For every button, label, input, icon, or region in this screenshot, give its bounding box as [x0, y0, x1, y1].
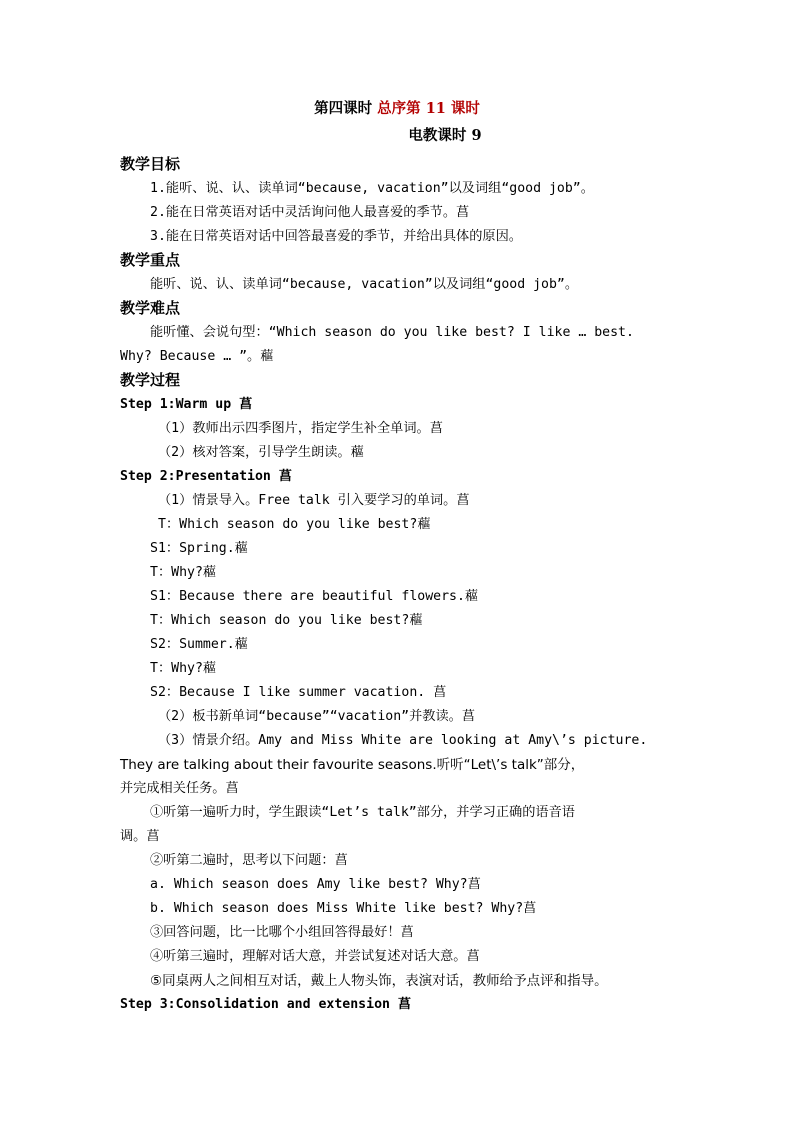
sub-task-1-line-2: 调。菖: [120, 829, 160, 844]
dialogue-line: T：Why?藲: [150, 661, 217, 676]
step3-title: Step 3:Consolidation and extension 菖: [120, 997, 412, 1012]
question-a: a. Which season does Amy like best? Why?菖: [150, 877, 481, 892]
key-points-text: 能听、说、认、读单词“because, vacation”以及词组“good job”。: [150, 277, 579, 292]
lesson-title-part1: 第四课时: [314, 100, 373, 117]
dialogue-line: S1：Because there are beautiful flowers.藲: [150, 589, 479, 604]
sub-task-1-line-1: ①听第一遍听力时，学生跟读“Let’s talk”部分，并学习正确的语音语: [150, 805, 575, 820]
step2-item-3-line-2: They are talking about their favourite seasons.听听“Let\’s talk”部分，: [120, 757, 585, 773]
question-b: b. Which season does Miss White like best? Why?菖: [150, 901, 537, 916]
sub-task-5: ⑤同桌两人之间相互对话，戴上人物头饰，表演对话，教师给予点评和指导。: [150, 973, 608, 989]
step2-intro: （1）情景导入。Free talk 引入要学习的单词。菖: [158, 493, 470, 508]
sub-task-3: ③回答问题，比一比哪个小组回答得最好！菖: [150, 925, 414, 940]
dialogue-line: S1：Spring.藲: [150, 541, 248, 556]
difficulties-heading: 教学难点: [120, 299, 181, 317]
difficulties-line-2: Why? Because … ”。藲: [120, 349, 274, 364]
lesson-subtitle: 电教课时 9: [408, 127, 482, 144]
dialogue-line: S2：Because I like summer vacation. 菖: [150, 685, 447, 700]
objective-item-2: 2.能在日常英语对话中灵活询问他人最喜爱的季节。菖: [150, 205, 470, 220]
step2-item-3-line-1: （3）情景介绍。Amy and Miss White are looking at Amy\’s picture.: [158, 733, 648, 748]
dialogue-line: T：Which season do you like best?藲: [150, 613, 423, 628]
sub-task-4: ④听第三遍时，理解对话大意，并尝试复述对话大意。菖: [150, 949, 480, 964]
objective-item-3: 3.能在日常英语对话中回答最喜爱的季节，并给出具体的原因。: [150, 229, 522, 244]
key-points-heading: 教学重点: [120, 251, 181, 269]
step1-title: Step 1:Warm up 菖: [120, 397, 253, 412]
dialogue-line: T：Which season do you like best?藲: [158, 517, 431, 532]
sub-task-2: ②听第二遍时，思考以下问题：菖: [150, 853, 348, 868]
step2-item-3-line-3: 并完成相关任务。菖: [120, 781, 239, 796]
objective-item-1: 1.能听、说、认、读单词“because, vacation”以及词组“good job”。: [150, 181, 594, 196]
process-heading: 教学过程: [120, 371, 181, 389]
step2-item-2: （2）板书新单词“because”“vacation”并教读。菖: [158, 709, 476, 724]
dialogue-line: T：Why?藲: [150, 565, 217, 580]
lesson-title: [0, 100, 794, 118]
difficulties-line-1: 能听懂、会说句型：“Which season do you like best? I like … best.: [150, 325, 634, 340]
step2-title: Step 2:Presentation 菖: [120, 469, 292, 484]
dialogue-line: S2：Summer.藲: [150, 637, 248, 652]
lesson-title-part2: 总序第 11 课时: [377, 100, 480, 117]
step1-item-1: （1）教师出示四季图片，指定学生补全单词。菖: [158, 421, 443, 436]
objectives-heading: 教学目标: [120, 155, 181, 173]
step1-item-2: （2）核对答案，引导学生朗读。藲: [158, 445, 364, 460]
